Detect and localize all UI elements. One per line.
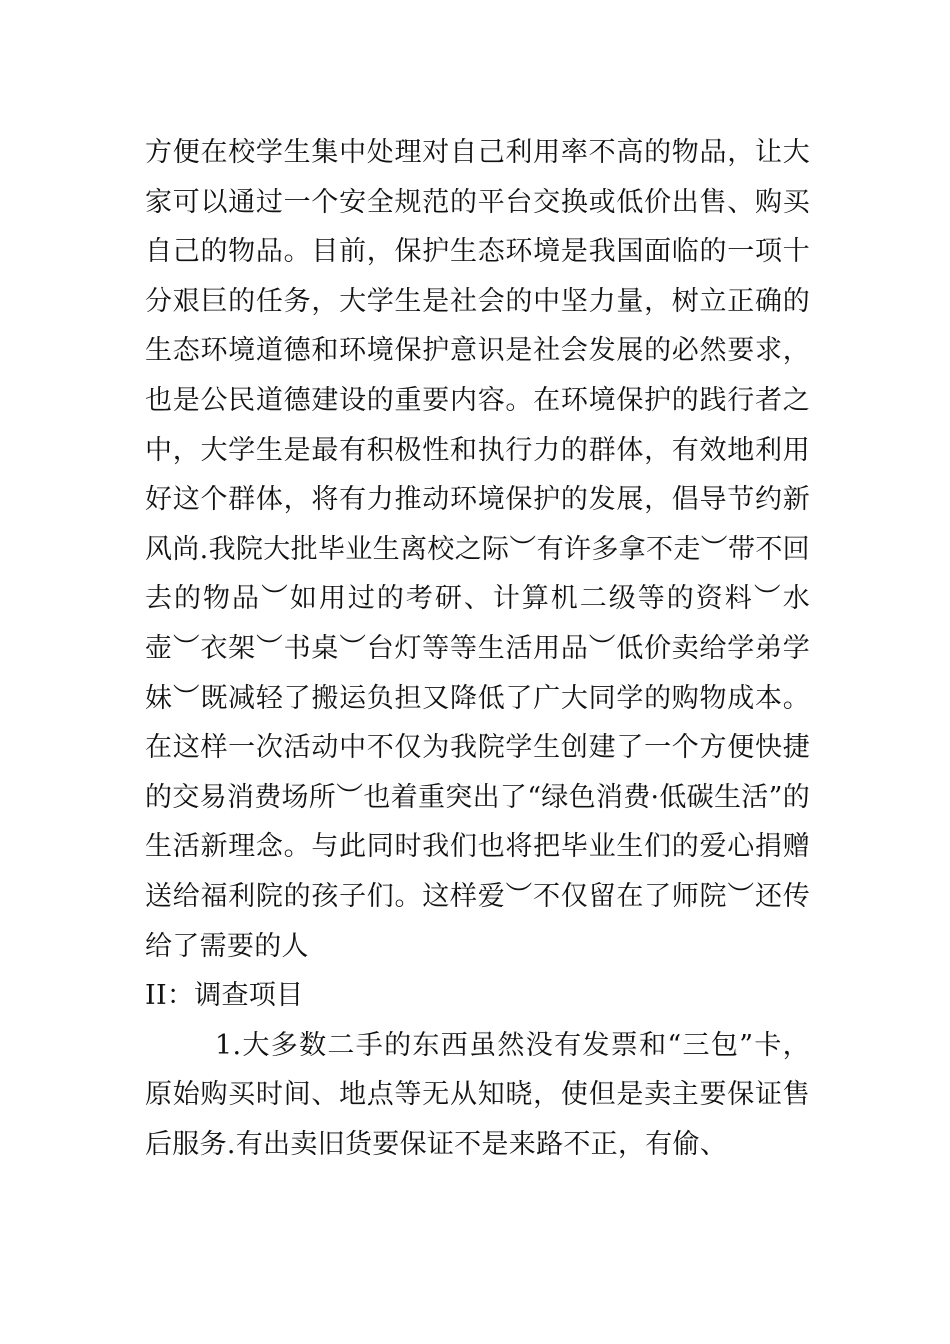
section-heading: II：调查项目 xyxy=(145,980,304,1012)
paragraph-intro: 方便在校学生集中处理对自己利用率不高的物品，让大家可以通过一个安全规范的平台交换或低价出售、购买自己的物品。目前，保护生态环境是我国面临的一项十分艰巨的任务，大学生是社会的中坚力量，树立正确的生态环境道德和环境保护意识是社会发展的必然要求，也是公民道德建设的重要内容。在环境保护的践行者之中，大学生是最有积极性和执行力的群体，有效地利用好这个群体，将有力推动环境保护的发展，倡导节约新风尚.我院大批毕业生离校之际︶有许多拿不走︶带不回去的物品︶如用过的考研、计算机二级等的资料︶水壶︶衣架︶书桌︶台灯等等生活用品︶低价卖给学弟学妹︶既减轻了搬运负担又降低了广大同学的购物成本。在这样一次活动中不仅为我院学生创建了一个方便快捷的交易消费场所︶也着重突出了“绿色消费·低碳生活”的生活新理念。与此同时我们也将把毕业生们的爱心捐赠送给福利院的孩子们。这样爱︶不仅留在了师院︶还传给了需要的人 xyxy=(145,137,810,962)
document-body xyxy=(145,128,810,1169)
paragraph-survey-item-1: 1.大多数二手的东西虽然没有发票和“三包”卡，原始购买时间、地点等无从知晓，使但是卖主要保证售后服务.有出卖旧货要保证不是来路不正，有偷、 xyxy=(145,1029,810,1160)
